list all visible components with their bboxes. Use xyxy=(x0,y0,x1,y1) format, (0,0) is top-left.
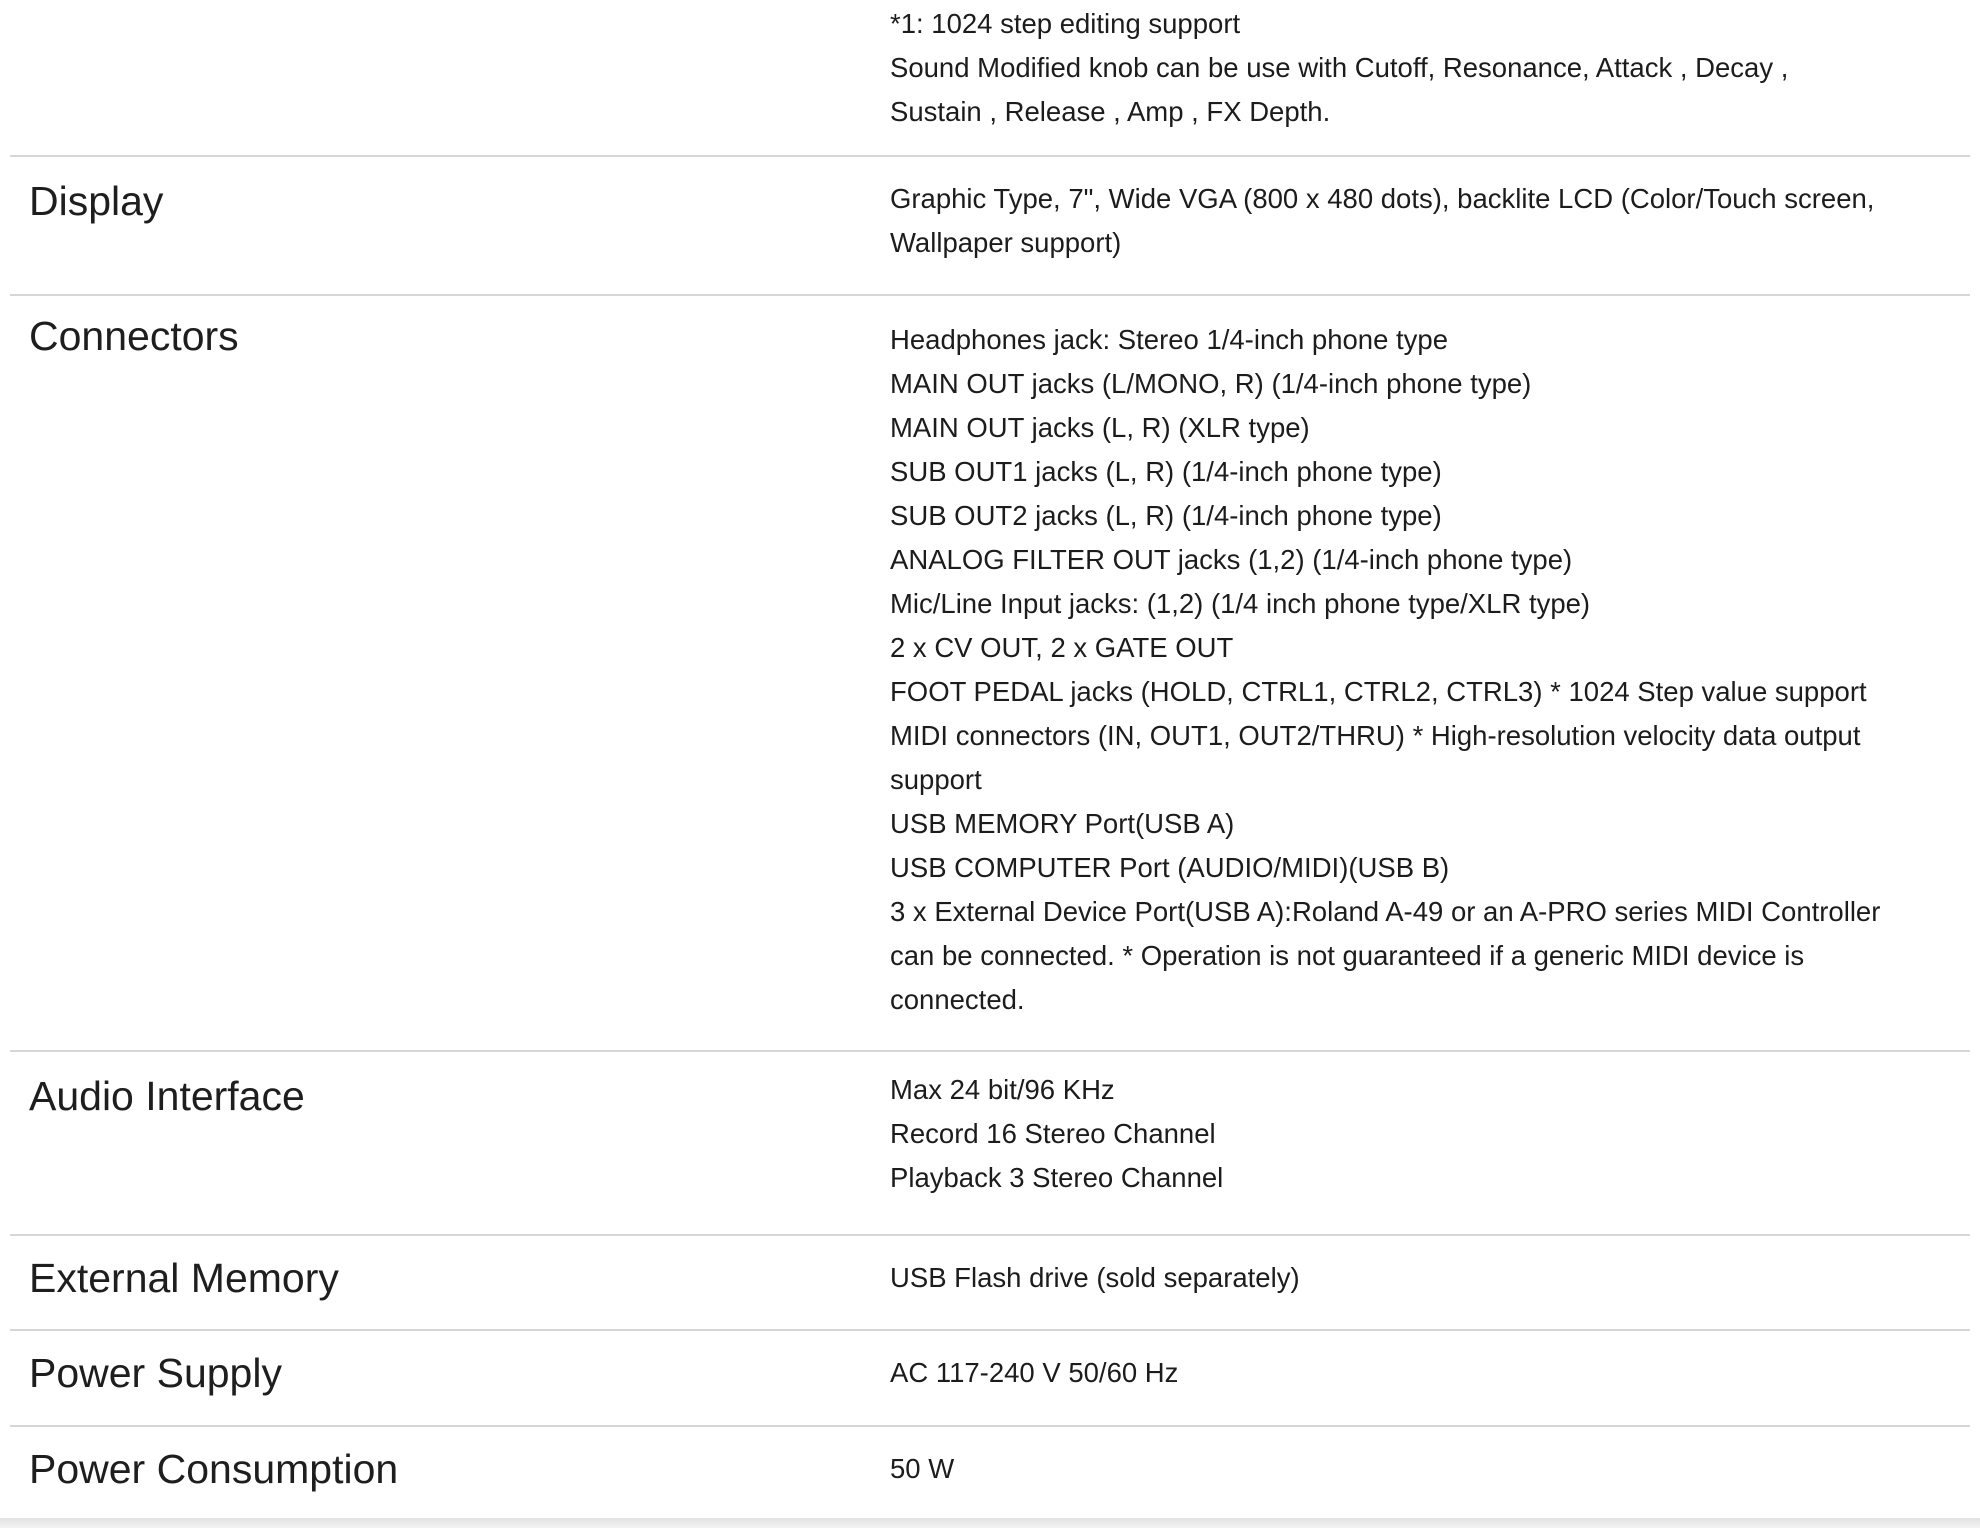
spec-value-line: Mic/Line Input jacks: (1,2) (1/4 inch phone type/XLR type) xyxy=(890,588,1591,619)
spec-value-line: connected. xyxy=(890,984,1025,1015)
spec-values-display xyxy=(890,157,1970,294)
spec-row-continued xyxy=(10,0,1970,157)
spec-row-external-memory xyxy=(10,1236,1970,1331)
specifications-table xyxy=(10,0,1970,1523)
spec-value-line: *1: 1024 step editing support xyxy=(890,8,1241,39)
spec-row-audio-interface xyxy=(10,1052,1970,1236)
spec-value-line: MIDI connectors (IN, OUT1, OUT2/THRU) * High-resolution velocity data output xyxy=(890,720,1861,751)
spec-row-display xyxy=(10,157,1970,296)
spec-values xyxy=(890,0,1970,155)
page-bottom-edge xyxy=(0,1518,1980,1528)
spec-value-line: Sound Modified knob can be use with Cutoff, Resonance, Attack , Decay , xyxy=(890,52,1789,83)
spec-value-line: can be connected. * Operation is not guaranteed if a generic MIDI device is xyxy=(890,940,1805,971)
spec-value-line: 2 x CV OUT, 2 x GATE OUT xyxy=(890,632,1234,663)
spec-label xyxy=(10,0,890,155)
spec-label-power-supply: Power Supply xyxy=(29,1350,282,1396)
spec-label-audio-interface: Audio Interface xyxy=(29,1073,305,1119)
spec-value-line: Max 24 bit/96 KHz xyxy=(890,1074,1115,1105)
spec-value-line: SUB OUT1 jacks (L, R) (1/4-inch phone type) xyxy=(890,456,1442,487)
spec-value-line: ANALOG FILTER OUT jacks (1,2) (1/4-inch phone type) xyxy=(890,544,1573,575)
spec-value-line: Sustain , Release , Amp , FX Depth. xyxy=(890,96,1331,127)
spec-value-line: USB Flash drive (sold separately) xyxy=(890,1262,1300,1293)
spec-value-line: USB COMPUTER Port (AUDIO/MIDI)(USB B) xyxy=(890,852,1450,883)
spec-value-line: AC 117-240 V 50/60 Hz xyxy=(890,1357,1179,1388)
spec-values-power-consumption xyxy=(890,1427,1970,1523)
spec-row-power-supply xyxy=(10,1331,1970,1427)
spec-value-line: Wallpaper support) xyxy=(890,227,1122,258)
spec-value-line: Graphic Type, 7", Wide VGA (800 x 480 dots), backlite LCD (Color/Touch screen, xyxy=(890,183,1875,214)
spec-label-connectors: Connectors xyxy=(29,313,239,359)
spec-label-power-consumption: Power Consumption xyxy=(29,1446,399,1492)
spec-values-power-supply xyxy=(890,1331,1970,1425)
spec-value-line: MAIN OUT jacks (L/MONO, R) (1/4-inch phone type) xyxy=(890,368,1532,399)
spec-label-external-memory: External Memory xyxy=(29,1255,339,1301)
spec-value-line: Headphones jack: Stereo 1/4-inch phone type xyxy=(890,324,1449,355)
spec-values-connectors xyxy=(890,296,1970,1050)
spec-value-line: SUB OUT2 jacks (L, R) (1/4-inch phone type) xyxy=(890,500,1442,531)
spec-value-line: 50 W xyxy=(890,1453,955,1484)
spec-value-line: USB MEMORY Port(USB A) xyxy=(890,808,1235,839)
spec-row-power-consumption xyxy=(10,1427,1970,1523)
spec-values-audio-interface xyxy=(890,1052,1970,1234)
spec-values-external-memory xyxy=(890,1236,1970,1329)
spec-label-display: Display xyxy=(29,178,164,224)
spec-value-line: Playback 3 Stereo Channel xyxy=(890,1162,1224,1193)
spec-value-line: FOOT PEDAL jacks (HOLD, CTRL1, CTRL2, CTRL3) * 1024 Step value support xyxy=(890,676,1867,707)
spec-value-line: Record 16 Stereo Channel xyxy=(890,1118,1216,1149)
spec-value-line: 3 x External Device Port(USB A):Roland A-49 or an A-PRO series MIDI Controller xyxy=(890,896,1881,927)
spec-value-line: MAIN OUT jacks (L, R) (XLR type) xyxy=(890,412,1310,443)
spec-row-connectors xyxy=(10,296,1970,1052)
spec-value-line: support xyxy=(890,764,982,795)
